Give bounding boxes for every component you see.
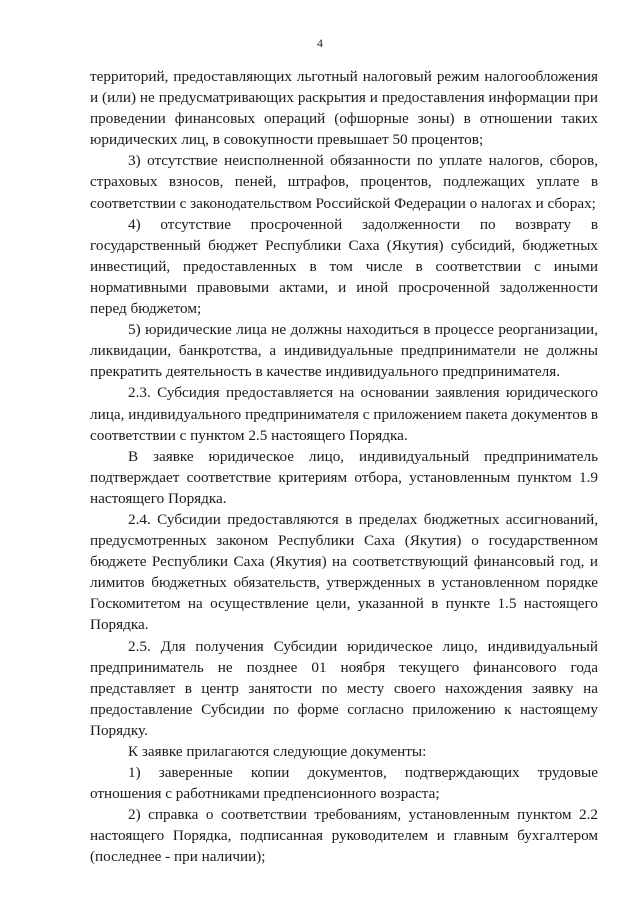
list-item-1: 1) заверенные копии документов, подтверждающих трудовые отношения с работниками предпенсионного возраста;: [90, 764, 598, 803]
paragraph-item-4: 4) отсутствие просроченной задолженности по возврату в государственный бюджет Республики Саха (Якутия) субсидий, бюджетных инвестиций, предоставленных в том числе в соответствии с иными нормативными правовыми актами, и иной просроченной задолженности перед бюджетом;: [90, 215, 598, 318]
paragraph-item-3: 3) отсутствие неисполненной обязанности по уплате налогов, сборов, страховых взносов, пеней, штрафов, процентов, подлежащих уплате в соответствии с законодательством Российской Федерации о налогах и сборах;: [90, 152, 598, 212]
document-body: [90, 66, 598, 868]
paragraph-2-4: 2.4. Субсидии предоставляются в пределах бюджетных ассигнований, предусмотренных законом Республики Саха (Якутия) о государственном бюджете Республики Саха (Якутия) на соответствующий финансовый год, и лимитов бюджетных обязательств, утвержденных в установленном порядке Госкомитетом на осуществление цели, указанной в пункте 1.5 настоящего Порядка.: [90, 510, 598, 634]
page-number: 4: [317, 36, 323, 50]
paragraph-continuation: территорий, предоставляющих льготный налоговый режим налогообложения и (или) не предусматривающих раскрытия и предоставления информации при проведении финансовых операций (офшорные зоны) в отношении таких юридических лиц, в совокупности превышает 50 процентов;: [90, 68, 598, 149]
paragraph-2-5: 2.5. Для получения Субсидии юридическое лицо, индивидуальный предприниматель не позднее 01 ноября текущего финансового года представляет в центр занятости по месту своего нахождения заявку на предоставление Субсидии по форме согласно приложению к настоящему Порядку.: [90, 637, 598, 739]
list-item-2: 2) справка о соответствии требованиям, установленным пунктом 2.2 настоящего Порядка, подписанная руководителем и главным бухгалтером (последнее - при наличии);: [90, 806, 598, 866]
paragraph-item-5: 5) юридические лица не должны находиться в процессе реорганизации, ликвидации, банкротства, а индивидуальные предприниматели не должны прекратить деятельность в качестве индивидуального предпринимателя.: [90, 321, 598, 381]
paragraph-attached-documents: К заявке прилагаются следующие документы:: [128, 743, 427, 760]
paragraph-2-3: 2.3. Субсидия предоставляется на основании заявления юридического лица, индивидуального предпринимателя с приложением пакета документов в соответствии с пунктом 2.5 настоящего Порядка.: [90, 384, 598, 444]
paragraph-application-criteria: В заявке юридическое лицо, индивидуальный предприниматель подтверждает соответствие критериям отбора, установленным пунктом 1.9 настоящего Порядка.: [90, 447, 598, 507]
